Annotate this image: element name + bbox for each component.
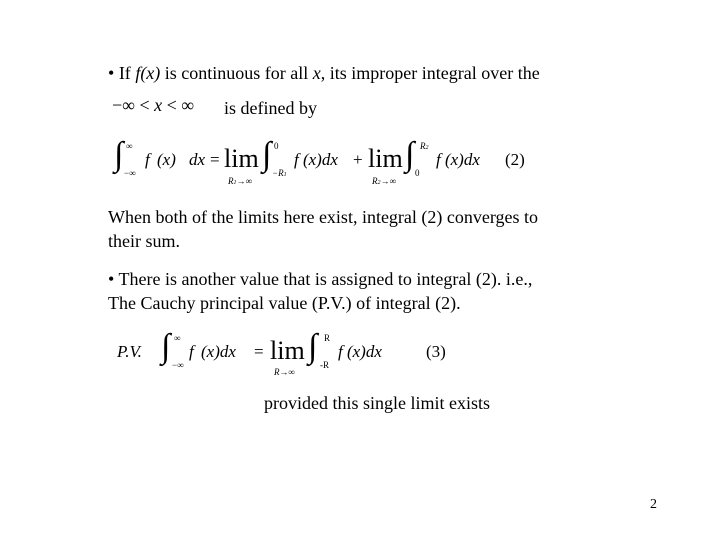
- integral-2-upper-var: R: [420, 141, 426, 151]
- pv-label: P.V.: [117, 342, 142, 361]
- term-1: f (x)dx: [294, 150, 338, 169]
- limit-1: lim: [224, 144, 259, 173]
- limit-2-sub-var: R: [372, 176, 378, 186]
- limit-1-sub-var: R: [228, 176, 234, 186]
- integrand-arg: (x): [157, 150, 176, 169]
- infinity: ∞: [181, 95, 195, 115]
- integrand-f: f: [145, 150, 150, 169]
- integrand-3-arg: (x)dx: [201, 342, 236, 361]
- integral-1-lower: [272, 168, 287, 180]
- integral-2-upper: [420, 141, 429, 153]
- bullet1-fx: f(x): [135, 63, 161, 83]
- bullet1-mid: is continuous for all: [164, 63, 309, 83]
- integral-3-upper: ∞: [174, 333, 181, 343]
- equation-2-number: (2): [505, 150, 525, 169]
- bullet1-x: x: [312, 63, 321, 83]
- limit-3: lim: [270, 336, 305, 365]
- limit-2: lim: [368, 144, 403, 173]
- defined-by: is defined by: [224, 98, 317, 118]
- limit-3-subscript: R→∞: [274, 367, 295, 377]
- bullet1-line: [108, 62, 540, 84]
- bullet2-line-2: The Cauchy principal value (P.V.) of integral (2).: [108, 293, 461, 313]
- range-expression: [112, 94, 194, 116]
- integral-4-upper: R: [324, 333, 331, 343]
- bullet-marker: •: [108, 63, 115, 83]
- integrand-3-f: f: [189, 342, 194, 361]
- bullet1-rest: , its improper integral over the: [320, 63, 540, 83]
- limit-1-subscript: [228, 176, 252, 188]
- limit-1-sub-arrow: →∞: [236, 176, 252, 186]
- page-number: 2: [650, 497, 657, 512]
- range-x: x: [154, 95, 163, 115]
- limit-2-subscript: [372, 176, 396, 188]
- less-than-2: <: [166, 95, 177, 115]
- limit-2-sub-index: 2: [377, 180, 381, 186]
- equals-sign: =: [210, 150, 220, 169]
- integral-1-lower-index: 1: [283, 172, 287, 178]
- integral-3-lower: −∞: [172, 360, 184, 370]
- integral-lower-limit: −∞: [124, 168, 136, 178]
- plus-sign: +: [353, 150, 363, 169]
- limit-2-sub-arrow: →∞: [380, 176, 396, 186]
- integral-1-lower-var: −R: [272, 168, 284, 178]
- bullet1-if: If: [118, 63, 131, 83]
- integral-4-lower: -R: [320, 360, 329, 370]
- integral-2-upper-index: 2: [425, 145, 429, 151]
- converge-line-2: their sum.: [108, 231, 180, 251]
- equals-sign-3: =: [254, 342, 264, 361]
- term-2: f (x)dx: [436, 150, 480, 169]
- bullet-marker: •: [108, 269, 115, 289]
- integral-2-lower: 0: [415, 168, 420, 178]
- neg-infinity: −∞: [112, 95, 135, 115]
- integral-2-sign: ∫: [405, 136, 415, 173]
- bullet2-text-1: There is another value that is assigned to integral (2). i.e.,: [118, 269, 533, 289]
- integral-1-upper: 0: [274, 141, 279, 151]
- integral-sign: ∫: [114, 136, 124, 173]
- term-3: f (x)dx: [338, 342, 382, 361]
- integral-upper-limit: ∞: [126, 141, 133, 151]
- limit-1-sub-index: 1: [233, 180, 237, 186]
- integral-1-sign: ∫: [262, 136, 272, 173]
- integral-3-sign: ∫: [161, 328, 171, 365]
- integral-4-sign: ∫: [308, 328, 318, 365]
- integrand-dx: dx: [189, 150, 206, 169]
- equation-3-number: (3): [426, 342, 446, 361]
- converge-line-1: When both of the limits here exist, integral (2) converges to: [108, 207, 539, 227]
- provided-text: provided this single limit exists: [264, 393, 490, 413]
- bullet2-line-1: [108, 268, 532, 290]
- less-than-1: <: [139, 95, 150, 115]
